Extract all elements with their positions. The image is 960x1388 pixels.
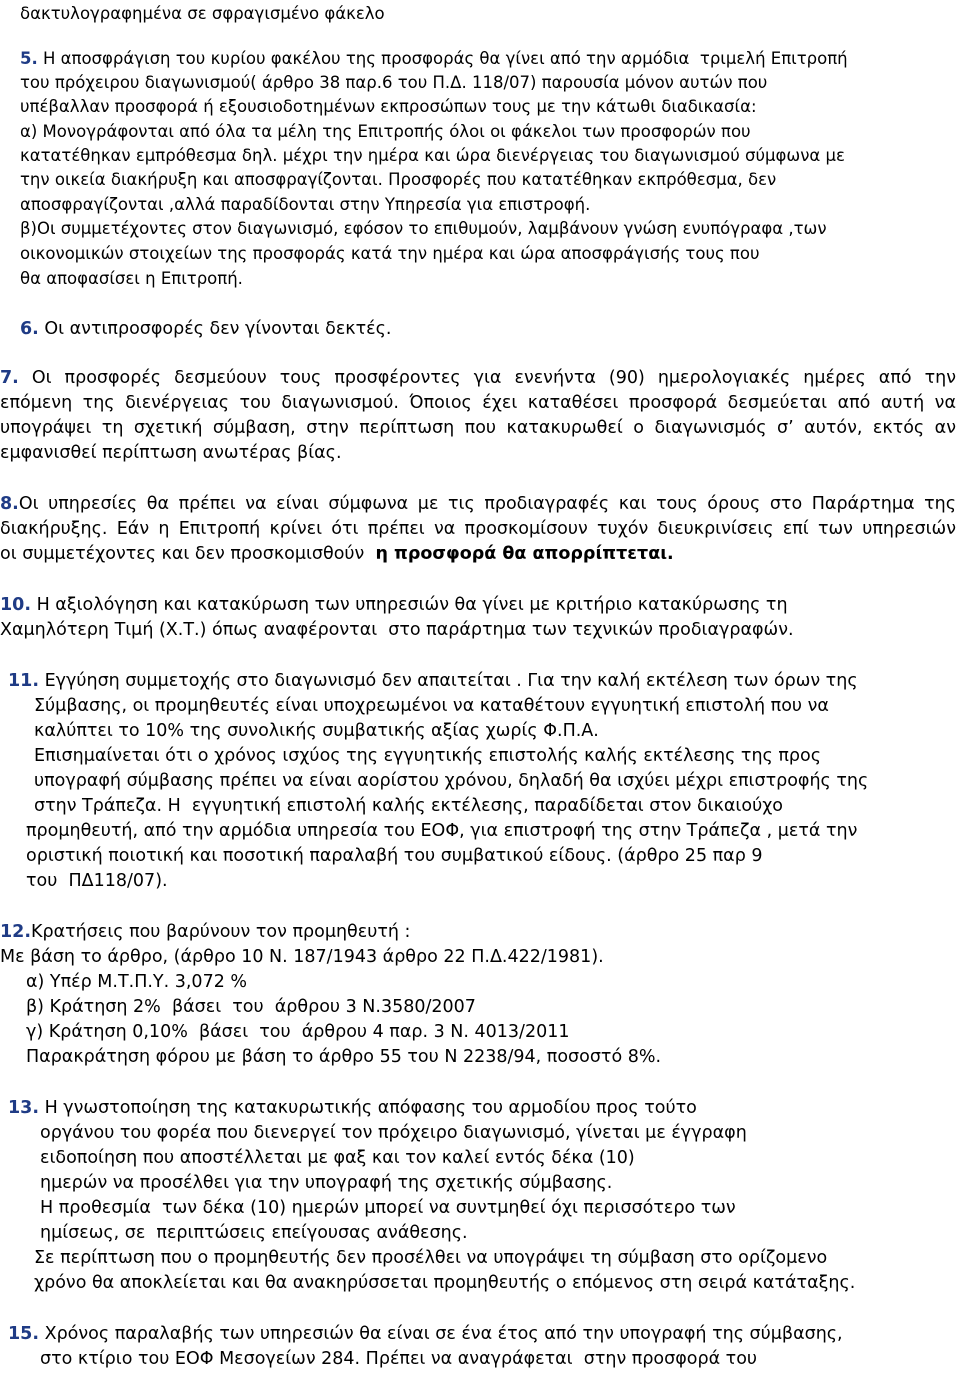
text-line: υπέβαλλαν προσφορά ή εξουσιοδοτημένων εκπροσώπων τους με την κάτωθι διαδικασία:	[20, 97, 757, 116]
section-number: 12.	[0, 922, 32, 942]
section-number: 13.	[8, 1098, 40, 1118]
text-line: οργάνου του φορέα που διενεργεί τον πρόχειρο διαγωνισμό, γίνεται με έγγραφη	[40, 1123, 747, 1143]
text-line: Η προθεσμία των δέκα (10) ημερών μπορεί να συντμηθεί όχι περισσότερο των	[40, 1198, 736, 1218]
text-line: υπογράψει τη σχετική σύμβαση, στην περίπτωση που κατακυρωθεί ο διαγωνισμός σ’ αυτόν, εκτός αν	[0, 418, 956, 438]
text-line: ημίσεως, σε περιπτώσεις επείγουσας ανάθεσης.	[40, 1223, 468, 1243]
text-line: υπογραφή σύμβασης πρέπει να είναι αορίστου χρόνου, δηλαδή θα ισχύει μέχρι επιστροφής της	[34, 771, 869, 791]
text-line: κατατέθηκαν εμπρόθεσμα δηλ. μέχρι την ημέρα και ώρα διενέργειας του διαγωνισμού σύμφωνα με	[20, 146, 845, 165]
text-line: προμηθευτή, από την αρμόδια υπηρεσία του ΕΟΦ, για επιστροφή της στην Τράπεζα , μετά την	[26, 821, 858, 841]
text-line: χρόνο θα αποκλείεται και θα ανακηρύσσεται προμηθευτής ο επόμενος στη σειρά κατάταξης.	[34, 1273, 856, 1293]
section-12-title: 12.Κρατήσεις που βαρύνουν τον προμηθευτή :	[0, 922, 411, 942]
text-line: αποσφραγίζονται ,αλλά παραδίδονται στην Υπηρεσία για επιστροφή.	[20, 195, 591, 214]
text-line: του πρόχειρου διαγωνισμού( άρθρο 38 παρ.6 του Π.Δ. 118/07) παρουσία μόνον αυτών που	[20, 73, 768, 92]
text-line: του ΠΔ118/07).	[26, 871, 168, 891]
text-line: Παρακράτηση φόρου με βάση το άρθρο 55 του Ν 2238/94, ποσοστό 8%.	[26, 1047, 662, 1067]
text-line: οριστική ποιοτική και ποσοτική παραλαβή του συμβατικού είδους. (άρθρο 25 παρ 9	[26, 846, 763, 866]
section-number: 6.	[20, 319, 39, 339]
text-line: δακτυλογραφημένα σε σφραγισμένο φάκελο	[20, 4, 385, 23]
rejection-notice: η προσφορά θα απορρίπτεται.	[375, 544, 674, 564]
text-line: ειδοποίηση που αποστέλλεται με φαξ και τον καλεί εντός δέκα (10)	[40, 1148, 635, 1168]
section-11-line-1: 11. Εγγύηση συμμετοχής στο διαγωνισμό δεν απαιτείται . Για την καλή εκτέλεση των όρων της	[8, 671, 858, 691]
section-13-line-1: 13. Η γνωστοποίηση της κατακυρωτικής απόφασης του αρμοδίου προς τούτο	[8, 1098, 697, 1118]
text-line: διακήρυξης. Εάν η Επιτροπή κρίνει ότι πρέπει να προσκομίσουν τυχόν διευκρινίσεις επί των υπηρεσιών	[0, 519, 956, 539]
text-line: επόμενη της διενέργειας του διαγωνισμού. Όποιος έχει καταθέσει προσφορά δεσμεύεται από αυτή να	[0, 393, 956, 413]
text-line: Σε περίπτωση που ο προμηθευτής δεν προσέλθει να υπογράψει τη σύμβαση στο ορίζομενο	[34, 1248, 828, 1268]
text-line: στην Τράπεζα. Η εγγυητική επιστολή καλής εκτέλεσης, παραδίδεται στον δικαιούχο	[34, 796, 784, 816]
section-number: 5.	[20, 49, 38, 68]
section-number: 8.	[0, 494, 19, 514]
section-number: 15.	[8, 1324, 40, 1344]
section-6: 6. Οι αντιπροσφορές δεν γίνονται δεκτές.	[20, 319, 392, 339]
text-line: Σύμβασης, οι προμηθευτές είναι υποχρεωμένοι να καταθέτουν εγγυητική επιστολή που να	[34, 696, 829, 716]
section-8-line-3: οι συμμετέχοντες και δεν προσκομισθούν η προσφορά θα απορρίπτεται.	[0, 544, 674, 564]
section-number: 7.	[0, 368, 19, 388]
text-line: Επισημαίνεται ότι ο χρόνος ισχύος της εγγυητικής επιστολής καλής εκτέλεσης της προς	[34, 746, 821, 766]
text-line: εμφανισθεί περίπτωση ανωτέρας βίας.	[0, 443, 342, 463]
section-15-line-1: 15. Χρόνος παραλαβής των υπηρεσιών θα είναι σε ένα έτος από την υπογραφή της σύμβασης,	[8, 1324, 843, 1344]
text-line: γ) Κράτηση 0,10% βάσει του άρθρου 4 παρ. 3 Ν. 4013/2011	[26, 1022, 570, 1042]
text-line: α) Μονογράφονται από όλα τα μέλη της Επιτροπής όλοι οι φάκελοι των προσφορών που	[20, 122, 751, 141]
text-line: θα αποφασίσει η Επιτροπή.	[20, 269, 243, 288]
text-line: ημερών να προσέλθει για την υπογραφή της σχετικής σύμβασης.	[40, 1173, 613, 1193]
text-line: α) Υπέρ Μ.Τ.Π.Υ. 3,072 %	[26, 972, 248, 992]
text-line: β) Κράτηση 2% βάσει του άρθρου 3 Ν.3580/2007	[26, 997, 476, 1017]
text-line: καλύπτει το 10% της συνολικής συμβατικής αξίας χωρίς Φ.Π.Α.	[34, 721, 599, 741]
section-number: 11.	[8, 671, 40, 691]
text-line: οικονομικών στοιχείων της προσφοράς κατά την ημέρα και ώρα αποσφράγισής τους που	[20, 244, 760, 263]
text-line: β)Οι συμμετέχοντες στον διαγωνισμό, εφόσον το επιθυμούν, λαμβάνουν γνώση ενυπόγραφα ,των	[20, 219, 827, 238]
text-line: Χαμηλότερη Τιμή (Χ.Τ.) όπως αναφέρονται στο παράρτημα των τεχνικών προδιαγραφών.	[0, 620, 794, 640]
section-8-line-1: 8.Οι υπηρεσίες θα πρέπει να είναι σύμφωνα με τις προδιαγραφές και τους όρους στο Παράρτημα της	[0, 494, 956, 514]
section-5-first-line: 5. Η αποσφράγιση του κυρίου φακέλου της προσφοράς θα γίνει από την αρμόδια τριμελή Επιτροπή	[20, 49, 848, 68]
text-line: στο κτίριο του ΕΟΦ Μεσογείων 284. Πρέπει να αναγράφεται στην προσφορά του	[40, 1349, 758, 1369]
section-number: 10.	[0, 595, 32, 615]
text-line: Με βάση το άρθρο, (άρθρο 10 Ν. 187/1943 άρθρο 22 Π.Δ.422/1981).	[0, 947, 604, 967]
text-line: την οικεία διακήρυξη και αποσφραγίζονται. Προσφορές που κατατέθηκαν εκπρόθεσμα, δεν	[20, 170, 777, 189]
section-10-line-1: 10. Η αξιολόγηση και κατακύρωση των υπηρεσιών θα γίνει με κριτήριο κατακύρωσης τη	[0, 595, 788, 615]
section-7-line-1: 7. Οι προσφορές δεσμεύουν τους προσφέροντες για ενενήντα (90) ημερολογιακές ημέρες από την	[0, 368, 956, 388]
